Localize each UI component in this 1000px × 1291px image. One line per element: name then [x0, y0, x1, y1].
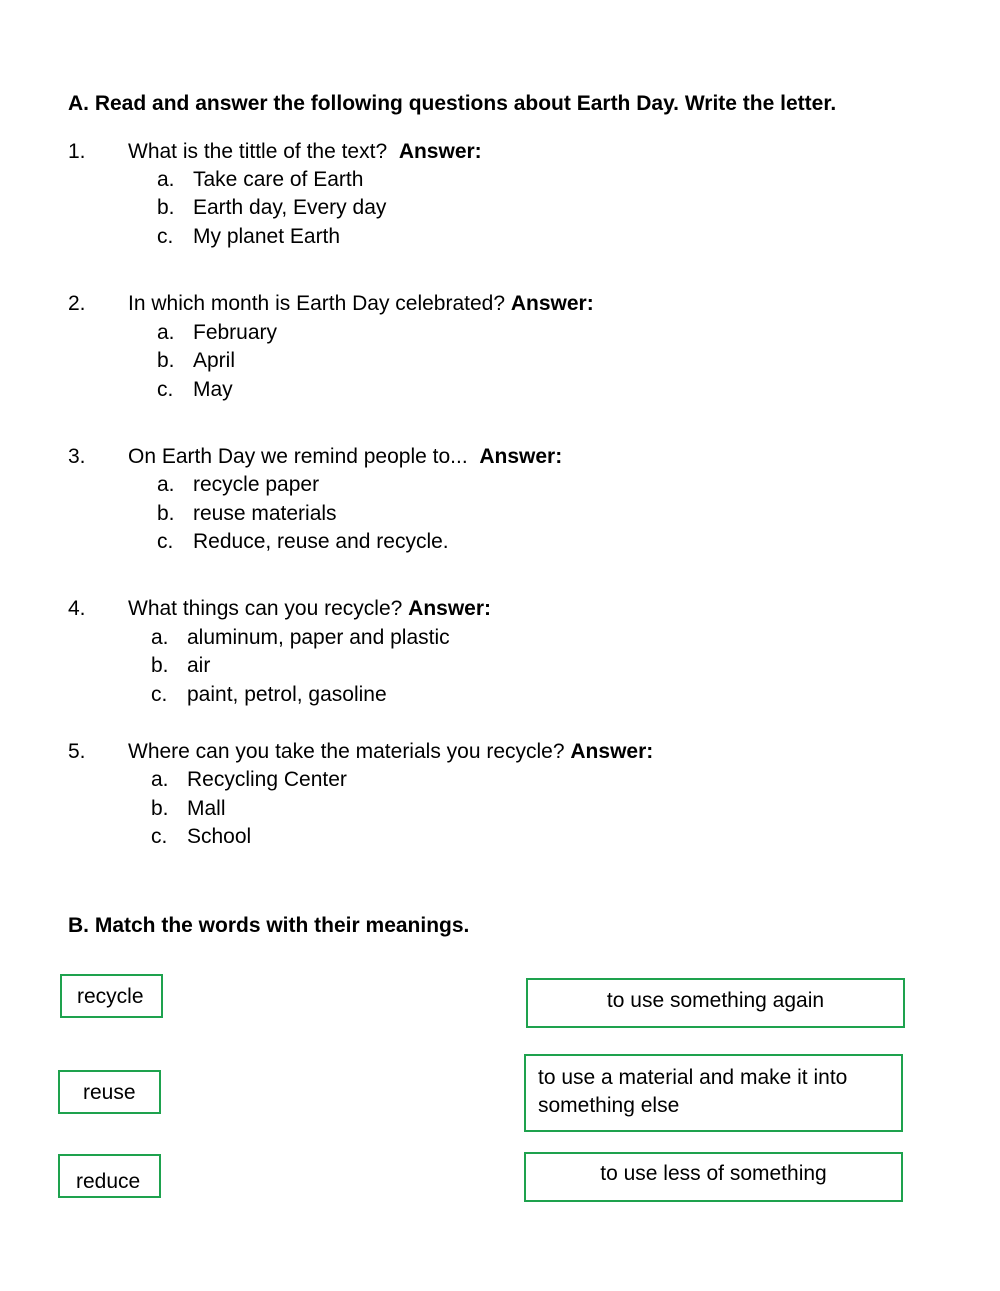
question-number: 4. — [68, 597, 86, 620]
option-text: recycle paper — [193, 473, 320, 496]
option-letter: a. — [157, 473, 175, 496]
option-c[interactable] — [151, 683, 387, 707]
option-text: My planet Earth — [193, 225, 341, 248]
section-a-title: A. Read and answer the following questions about Earth Day. Write the letter. — [68, 92, 837, 115]
option-letter: b. — [157, 502, 175, 525]
option-text: February — [193, 321, 278, 344]
meaning-box-3[interactable] — [524, 1152, 903, 1202]
option-text: Take care of Earth — [193, 168, 364, 191]
option-text: aluminum, paper and plastic — [187, 626, 450, 649]
option-text: Reduce, reuse and recycle. — [193, 530, 449, 553]
word-box-reduce[interactable] — [58, 1154, 161, 1198]
option-text: paint, petrol, gasoline — [187, 683, 387, 706]
option-c[interactable] — [151, 825, 251, 849]
option-text: air — [187, 654, 211, 677]
question-number: 1. — [68, 140, 86, 163]
option-letter: a. — [157, 168, 175, 191]
question-prompt: On Earth Day we remind people to... — [128, 445, 468, 468]
answer-label: Answer: — [570, 740, 654, 763]
question-prompt: In which month is Earth Day celebrated? — [128, 292, 506, 315]
option-a[interactable] — [151, 626, 450, 650]
answer-label: Answer: — [479, 445, 563, 468]
question-prompt: Where can you take the materials you recycle? — [128, 740, 565, 763]
question-text — [128, 140, 482, 164]
option-c[interactable] — [157, 225, 340, 249]
option-letter: c. — [157, 378, 174, 401]
question-prompt: What things can you recycle? — [128, 597, 403, 620]
word-text: recycle — [77, 985, 144, 1008]
meaning-box-2[interactable] — [524, 1054, 903, 1132]
option-a[interactable] — [157, 321, 277, 345]
question-text — [128, 445, 562, 469]
option-letter: a. — [151, 768, 169, 791]
question-number: 2. — [68, 292, 86, 315]
question-text — [128, 597, 491, 621]
option-letter: c. — [151, 825, 168, 848]
option-b[interactable] — [151, 797, 226, 821]
option-letter: b. — [157, 349, 175, 372]
question-text — [128, 292, 594, 316]
option-a[interactable] — [157, 168, 363, 192]
meaning-text: to use a material and make it into something else — [538, 1066, 848, 1117]
option-a[interactable] — [157, 473, 319, 497]
word-text: reuse — [83, 1081, 136, 1104]
answer-label: Answer: — [408, 597, 492, 620]
option-letter: c. — [157, 530, 174, 553]
answer-label: Answer: — [398, 140, 482, 163]
option-letter: c. — [151, 683, 168, 706]
meaning-text: to use less of something — [600, 1162, 827, 1185]
section-b-title: B. Match the words with their meanings. — [68, 914, 470, 937]
question-number: 5. — [68, 740, 86, 763]
option-letter: b. — [157, 196, 175, 219]
option-b[interactable] — [151, 654, 210, 678]
option-letter: a. — [157, 321, 175, 344]
question-number: 3. — [68, 445, 86, 468]
question-prompt: What is the tittle of the text? — [128, 140, 388, 163]
option-text: School — [187, 825, 252, 848]
question-text — [128, 740, 653, 764]
option-b[interactable] — [157, 349, 235, 373]
option-letter: c. — [157, 225, 174, 248]
option-b[interactable] — [157, 196, 386, 220]
option-c[interactable] — [157, 378, 233, 402]
option-letter: b. — [151, 797, 169, 820]
option-text: Mall — [187, 797, 226, 820]
option-text: April — [193, 349, 236, 372]
option-b[interactable] — [157, 502, 337, 526]
option-text: May — [193, 378, 233, 401]
option-a[interactable] — [151, 768, 347, 792]
word-box-reuse[interactable] — [58, 1070, 161, 1114]
option-letter: b. — [151, 654, 169, 677]
option-letter: a. — [151, 626, 169, 649]
option-c[interactable] — [157, 530, 449, 554]
meaning-box-1[interactable] — [526, 978, 905, 1028]
option-text: Recycling Center — [187, 768, 347, 791]
option-text: reuse materials — [193, 502, 337, 525]
answer-label: Answer: — [510, 292, 594, 315]
option-text: Earth day, Every day — [193, 196, 387, 219]
word-text: reduce — [76, 1170, 141, 1193]
word-box-recycle[interactable] — [60, 974, 163, 1018]
meaning-text: to use something again — [606, 989, 825, 1012]
